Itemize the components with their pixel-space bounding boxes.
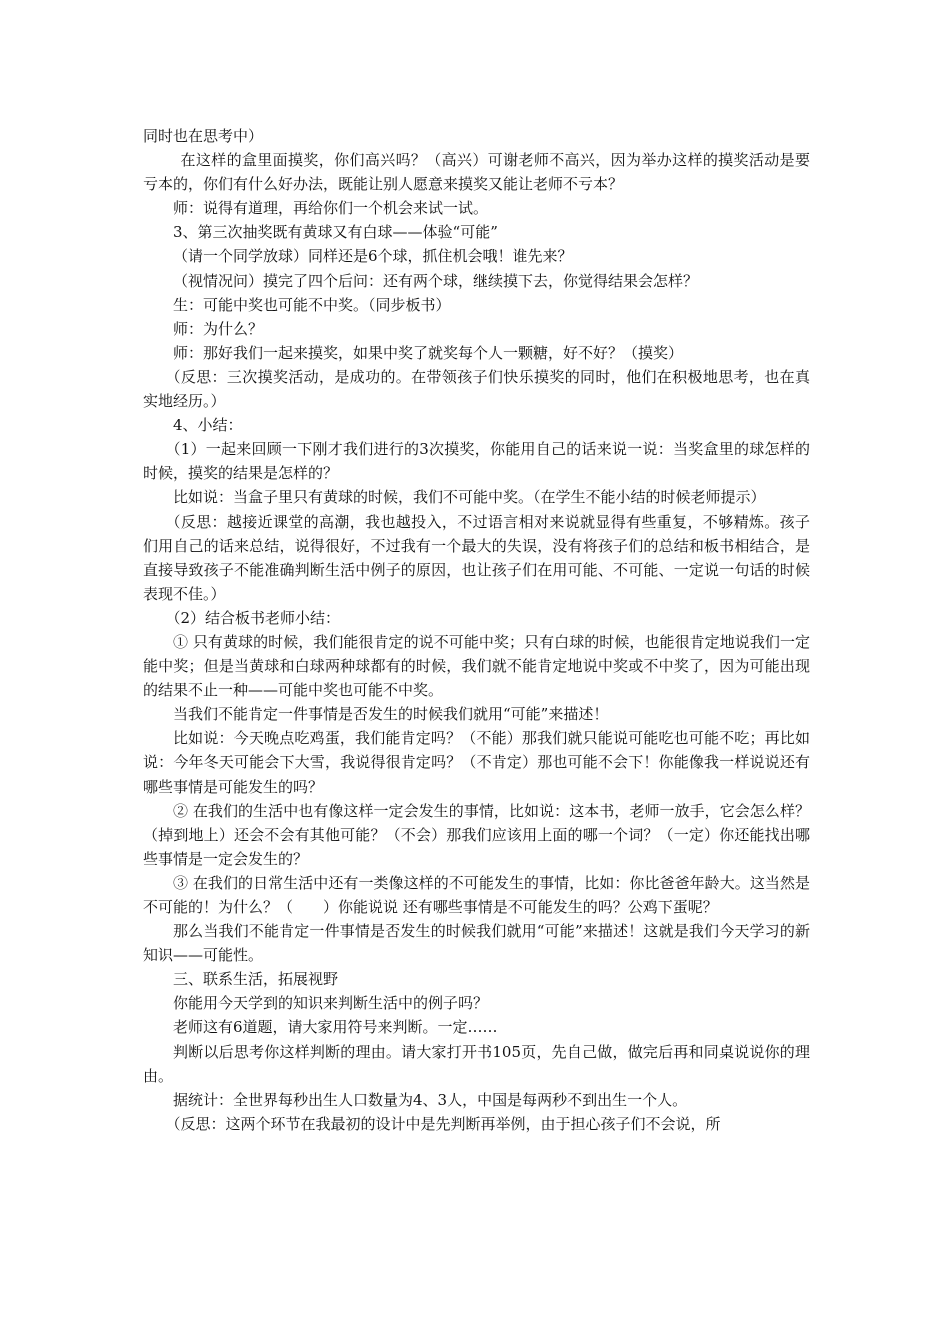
paragraph-point-1: ① 只有黄球的时候，我们能很肯定的说不可能中奖；只有白球的时候，也能很肯定地说我们一定能中奖；但是当黄球和白球两种球都有的时候，我们就不能肯定地说中奖或不中奖了，因为可能出现的结果不止一种——可能中奖也可能不中奖。 (143, 632, 810, 700)
paragraph-statistics: 据统计：全世界每秒出生人口数量为4、3人，中国是每两秒不到出生一个人。 (173, 1090, 688, 1109)
paragraph-six-questions: 老师这有6道题，请大家用符号来判断。一定…… (173, 1018, 498, 1037)
paragraph-ask-after-four: （视情况问）摸完了四个后问：还有两个球，继续摸下去，你觉得结果会怎样？ (173, 271, 699, 290)
paragraph-reflection-2: （反思：越接近课堂的高潮，我也越投入，不过语言相对来说就显得有些重复，不够精炼。孩子们用自己的话来总结，说得很好，不过我有一个最大的失误，没有将孩子们的总结和板书相结合，是直接导致孩子不能准确判断生活中例子的原因，也让孩子们在用可能、不可能、一定说一句话的时候表现不佳。） (143, 512, 810, 603)
paragraph-teacher-retry: 师：说得有道理，再给你们一个机会来试一试。 (173, 199, 489, 218)
paragraph-teacher-why: 师：为什么？ (173, 319, 264, 338)
paragraph-student-answer: 生：可能中奖也可能不中奖。（同步板书） (173, 295, 451, 314)
paragraph-summary-heading: 4、小结： (173, 416, 243, 435)
paragraph-possible-definition: 当我们不能肯定一件事情是否发生的时候我们就用“可能”来描述！ (173, 705, 609, 724)
paragraph-continuation: 同时也在思考中） (143, 127, 264, 145)
paragraph-teacher-candy: 师：那好我们一起来摸奖，如果中奖了就奖每个人一颗糖，好不好？（摸奖） (173, 343, 684, 362)
paragraph-possible-examples: 比如说：今天晚点吃鸡蛋，我们能肯定吗？（不能）那我们就只能说可能吃也可能不吃；再比如说：今年冬天可能会下大雪，我说得很肯定吗？（不肯定）那也可能不会下！你能像我一样说说还有哪些事情是可能发生的吗？ (143, 729, 810, 796)
paragraph-point-3: ③ 在我们的日常生活中还有一类像这样的不可能发生的事情，比如：你比爸爸年龄大。这当然是不可能的！为什么？（ ）你能说说 还有哪些事情是不可能发生的吗？公鸡下蛋呢？ (143, 873, 810, 916)
paragraph-place-balls: （请一个同学放球）同样还是6个球，抓住机会哦！谁先来？ (173, 247, 573, 266)
paragraph-summary-1: （1）一起来回顾一下刚才我们进行的3次摸奖，你能用自己的话来说一说：当奖盒里的球怎样的时候，摸奖的结果是怎样的？ (143, 440, 810, 483)
paragraph-point-2: ② 在我们的生活中也有像这样一定会发生的事情，比如说：这本书，老师一放手，它会怎么样？（掉到地上）还会不会有其他可能？（不会）那我们应该用上面的哪一个词？（一定）你还能找出哪些事情是一定会发生的？ (143, 801, 810, 868)
paragraph-third-draw-heading: 3、第三次抽奖既有黄球又有白球——体验“可能” (173, 223, 498, 242)
paragraph-section-three-heading: 三、联系生活，拓展视野 (173, 970, 339, 989)
paragraph-lottery-question: 在这样的盒里面摸奖，你们高兴吗？（高兴）可谢老师不高兴，因为举办这样的摸奖活动是要亏本的，你们有什么好办法，既能让别人愿意来摸奖又能让老师不亏本？ (143, 151, 810, 194)
paragraph-judge-examples: 你能用今天学到的知识来判断生活中的例子吗？ (173, 994, 489, 1013)
paragraph-reflection-3: （反思：这两个环节在我最初的设计中是先判断再举例，由于担心孩子们不会说，所 (165, 1114, 721, 1133)
paragraph-new-knowledge: 那么当我们不能肯定一件事情是否发生的时候我们就用“可能”来描述！这就是我们今天学习的新知识——可能性。 (143, 922, 810, 965)
paragraph-open-book: 判断以后思考你这样判断的理由。请大家打开书105页，先自己做，做完后再和同桌说说你的理由。 (143, 1042, 810, 1085)
paragraph-reflection-1: （反思：三次摸奖活动，是成功的。在带领孩子们快乐摸奖的同时，他们在积极地思考，也在真实地经历。） (143, 367, 810, 411)
paragraph-summary-2: （2）结合板书老师小结： (165, 608, 341, 627)
paragraph-example-yellow: 比如说：当盒子里只有黄球的时候，我们不可能中奖。（在学生不能小结的时候老师提示） (173, 488, 766, 507)
document-page (143, 124, 810, 1136)
